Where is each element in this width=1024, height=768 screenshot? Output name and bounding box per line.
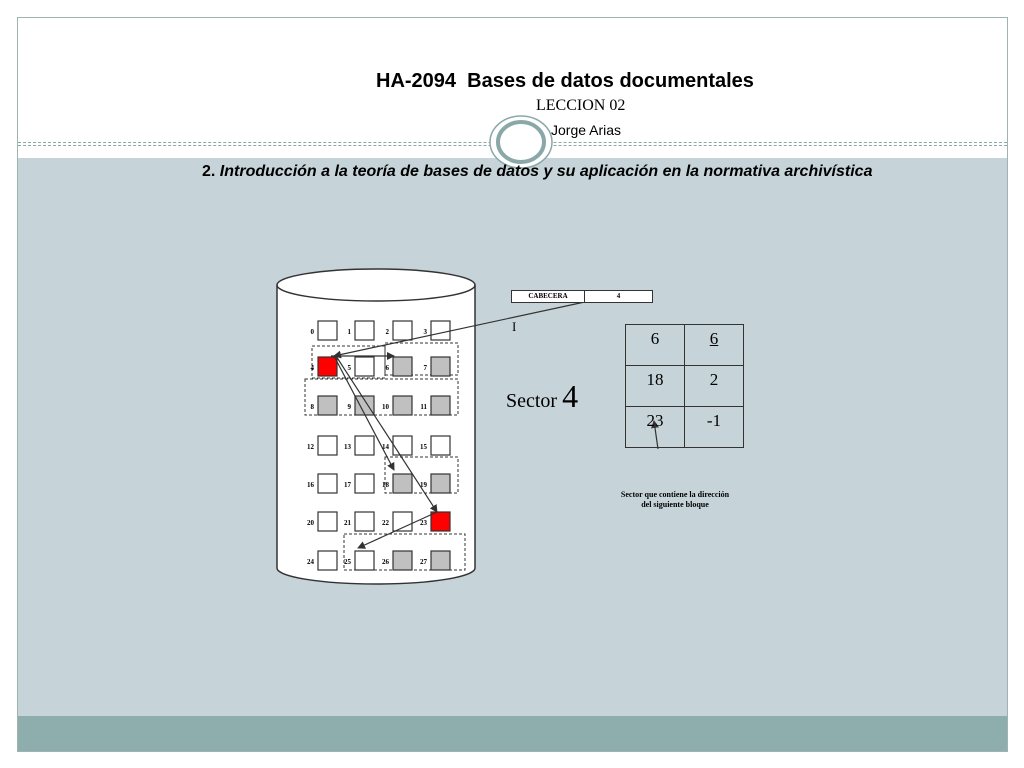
sector-box xyxy=(393,474,412,493)
subtitle-text: Introducción a la teoría de bases de datos y su aplicación en la normativa archivística xyxy=(219,163,873,180)
sector-number: 4 xyxy=(310,364,314,372)
sector-number: 8 xyxy=(310,403,314,411)
header-mark: I xyxy=(512,319,517,334)
sector-number: 5 xyxy=(347,364,351,372)
sector-number: 10 xyxy=(382,403,389,411)
sector-label xyxy=(506,378,578,415)
sector-number: 19 xyxy=(420,481,427,489)
sector-box xyxy=(393,321,412,340)
sector-box xyxy=(431,436,450,455)
sector-label-word: Sector xyxy=(506,390,558,412)
sector-box xyxy=(393,436,412,455)
table-cell: 23 xyxy=(626,407,685,448)
sector-box xyxy=(431,512,450,531)
sector-number: 23 xyxy=(420,519,427,527)
sector-box xyxy=(393,396,412,415)
pointer-note: Sector que contiene la dirección del siguiente bloque xyxy=(620,490,730,509)
table-cell: 18 xyxy=(626,366,685,407)
sector-number: 16 xyxy=(307,481,314,489)
sector-number: 17 xyxy=(344,481,351,489)
sector-label-number: 4 xyxy=(562,378,579,414)
sector-box xyxy=(318,357,337,376)
sector-number: 18 xyxy=(382,481,389,489)
sector-box xyxy=(355,396,374,415)
table-row xyxy=(626,366,744,407)
table-cell: 2 xyxy=(685,366,744,407)
file-header-label: CABECERA xyxy=(512,291,585,302)
sector-box xyxy=(318,512,337,531)
sector-box xyxy=(431,357,450,376)
sector-box xyxy=(355,436,374,455)
sector-box xyxy=(318,321,337,340)
file-header-value: 4 xyxy=(616,292,621,300)
table-cell: 6 xyxy=(626,325,685,366)
sector-number: 0 xyxy=(310,328,314,336)
sector-box xyxy=(355,321,374,340)
sector-number: 26 xyxy=(382,558,389,566)
sector-number: 6 xyxy=(385,364,389,372)
sector-number: 2 xyxy=(385,328,389,336)
lesson-label: LECCION 02 xyxy=(536,97,626,114)
sector-number: 20 xyxy=(307,519,314,527)
sector-number: 12 xyxy=(307,443,314,451)
sector-box xyxy=(431,474,450,493)
sector-number: 27 xyxy=(420,558,427,566)
table-cell: -1 xyxy=(685,407,744,448)
sector-number: 7 xyxy=(423,364,427,372)
sector-number: 13 xyxy=(344,443,351,451)
sector-box xyxy=(431,551,450,570)
sector-box xyxy=(431,396,450,415)
slide xyxy=(17,17,1008,752)
sector-box xyxy=(355,357,374,376)
sector-box xyxy=(318,436,337,455)
file-header-box xyxy=(511,290,653,303)
sector-box xyxy=(355,512,374,531)
sector-number: 24 xyxy=(307,558,314,566)
slide-title: HA-2094 Bases de datos documentales xyxy=(376,70,754,92)
table-row xyxy=(626,325,744,366)
sector-box xyxy=(393,357,412,376)
sector-number: 21 xyxy=(344,519,351,527)
sector-number: 11 xyxy=(420,403,427,411)
sector-box xyxy=(318,551,337,570)
disk-cylinder xyxy=(277,269,475,584)
sector-number: 15 xyxy=(420,443,427,451)
sector-box xyxy=(318,396,337,415)
sector-box xyxy=(355,474,374,493)
author-name: Jorge Arias xyxy=(551,122,622,138)
sector-box xyxy=(393,551,412,570)
sector-box xyxy=(355,551,374,570)
sector-number: 22 xyxy=(382,519,389,527)
table-cell: 6 xyxy=(685,325,744,366)
table-row xyxy=(626,407,744,448)
sector-box xyxy=(318,474,337,493)
sector-number: 14 xyxy=(382,443,389,451)
sector-table xyxy=(625,324,744,448)
sector-box xyxy=(431,321,450,340)
sector-number: 1 xyxy=(347,328,351,336)
subtitle-number: 2. xyxy=(202,163,216,180)
sector-number: 3 xyxy=(423,328,427,336)
sector-number: 9 xyxy=(347,403,351,411)
sector-number: 25 xyxy=(344,558,351,566)
